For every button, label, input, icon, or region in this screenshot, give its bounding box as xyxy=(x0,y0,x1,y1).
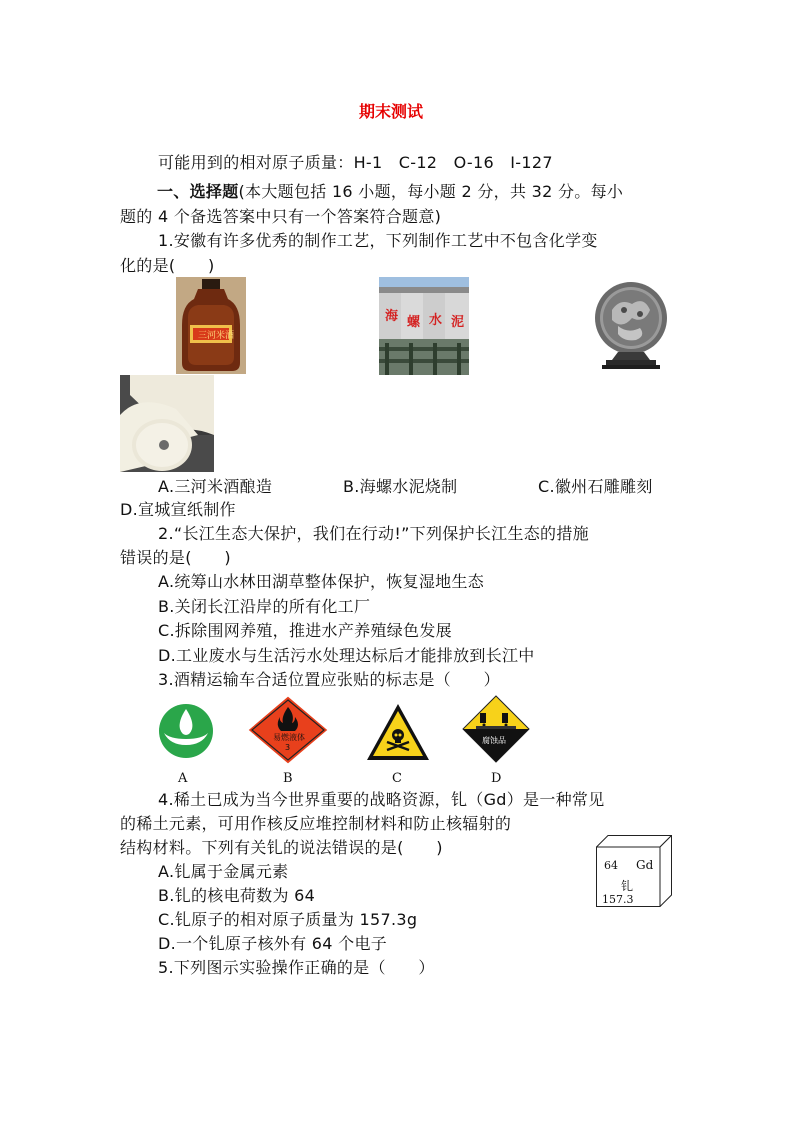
flammable-liquid-sign-icon xyxy=(247,695,329,765)
q2-option-b: B.关闭长江沿岸的所有化工厂 xyxy=(158,597,371,616)
q2-stem: 2.“长江生态大保护，我们在行动!”下列保护长江生态的措施 xyxy=(158,524,589,543)
cement-char-2: 螺 xyxy=(407,315,421,330)
cement-char-4: 泥 xyxy=(451,315,465,330)
element-name: 钆 xyxy=(621,879,634,893)
flammable-text: 易燃液体 xyxy=(273,733,305,742)
q4-stem-2: 的稀土元素，可用作核反应堆控制材料和防止核辐射的 xyxy=(120,814,512,833)
q3-stem: 3.酒精运输车合适位置应张贴的标志是（ ） xyxy=(158,670,500,689)
paper-roll-image xyxy=(120,375,214,472)
sign-label-b: B xyxy=(283,771,293,786)
q4-stem-3: 结构材料。下列有关钆的说法错误的是( ) xyxy=(120,838,443,857)
q4-option-c: C.钆原子的相对原子质量为 157.3g xyxy=(158,910,418,929)
section-heading: 一、选择题 xyxy=(157,182,239,201)
q1-option-c: C.徽州石雕雕刻 xyxy=(538,477,653,496)
wine-label: 三河米酒 xyxy=(198,331,235,341)
section-desc-2: 题的 4 个备选答案中只有一个答案符合题意) xyxy=(120,207,442,226)
rice-wine-jar-image xyxy=(176,277,246,374)
toxic-sign-icon xyxy=(365,702,431,762)
q1-stem: 1.安徽有许多优秀的制作工艺，下列制作工艺中不包含化学变 xyxy=(158,231,598,250)
sign-label-d: D xyxy=(491,771,502,786)
flammable-class: 3 xyxy=(285,743,291,752)
q4-option-b: B.钆的核电荷数为 64 xyxy=(158,886,316,905)
element-mass: 157.3 xyxy=(602,893,634,906)
cement-char-3: 水 xyxy=(429,313,443,328)
q2-option-a: A.统筹山水林田湖草整体保护，恢复湿地生态 xyxy=(158,572,485,591)
q5-stem: 5.下列图示实验操作正确的是（ ） xyxy=(158,958,435,977)
q4-option-a: A.钆属于金属元素 xyxy=(158,862,289,881)
atomic-masses: 可能用到的相对原子质量：H-1 C-12 O-16 I-127 xyxy=(158,153,553,172)
section-desc: (本大题包括 16 小题，每小题 2 分，共 32 分。每小 xyxy=(238,182,624,201)
element-number: 64 xyxy=(604,859,618,872)
q1-option-d: D.宣城宣纸制作 xyxy=(120,500,236,519)
q2-option-d: D.工业废水与生活污水处理达标后才能排放到长江中 xyxy=(158,646,535,665)
q4-stem: 4.稀土已成为当今世界重要的战略资源，钆（Gd）是一种常见 xyxy=(158,790,605,809)
stone-carving-image xyxy=(588,280,674,370)
eco-sign-icon xyxy=(158,703,214,759)
element-card xyxy=(596,835,672,907)
sign-label-c: C xyxy=(392,771,402,786)
sign-label-a: A xyxy=(178,771,188,786)
page-title: 期末测试 xyxy=(359,102,424,121)
cement-plant-image xyxy=(379,277,469,375)
q1-option-a: A.三河米酒酿造 xyxy=(158,477,273,496)
q1-option-b: B.海螺水泥烧制 xyxy=(343,477,458,496)
corrosive-text: 腐蚀品 xyxy=(482,736,506,745)
element-symbol: Gd xyxy=(636,858,654,872)
corrosive-sign-icon xyxy=(462,695,530,763)
section-heading-line xyxy=(157,180,623,204)
q2-stem-2: 错误的是( ) xyxy=(120,548,231,567)
cement-char-1: 海 xyxy=(385,309,399,324)
q2-option-c: C.拆除围网养殖，推进水产养殖绿色发展 xyxy=(158,621,452,640)
q1-stem-2: 化的是( ) xyxy=(120,256,215,275)
q4-option-d: D.一个钆原子核外有 64 个电子 xyxy=(158,934,388,953)
